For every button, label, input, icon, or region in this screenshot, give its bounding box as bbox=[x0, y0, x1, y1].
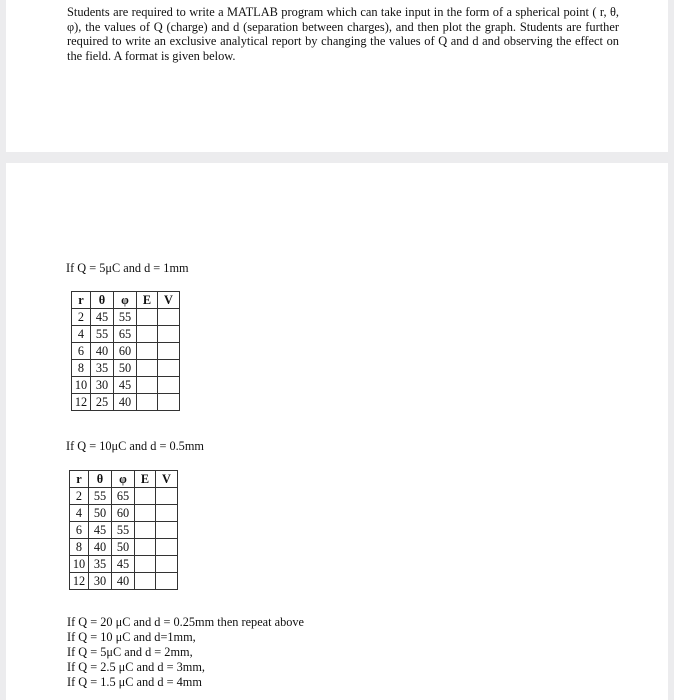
table-cell bbox=[137, 377, 158, 394]
table-cell: 30 bbox=[91, 377, 114, 394]
table-cell: 65 bbox=[112, 488, 135, 505]
table-cell: 40 bbox=[89, 539, 112, 556]
table-cell bbox=[156, 488, 178, 505]
table-cell: 10 bbox=[70, 556, 89, 573]
case1-table bbox=[71, 291, 180, 411]
table-cell: 4 bbox=[70, 505, 89, 522]
table-cell bbox=[158, 326, 180, 343]
table-cell: 8 bbox=[72, 360, 91, 377]
table-row bbox=[70, 505, 178, 522]
table-header-cell: θ bbox=[91, 292, 114, 309]
table-cell: 40 bbox=[112, 573, 135, 590]
table-cell bbox=[135, 556, 156, 573]
table-cell bbox=[158, 309, 180, 326]
table-cell: 60 bbox=[112, 505, 135, 522]
table-row bbox=[72, 309, 180, 326]
table-header-cell: E bbox=[137, 292, 158, 309]
table-cell: 55 bbox=[89, 488, 112, 505]
table-cell: 12 bbox=[70, 573, 89, 590]
table-cell: 35 bbox=[91, 360, 114, 377]
table-cell: 50 bbox=[89, 505, 112, 522]
table-header-row bbox=[70, 471, 178, 488]
table-cell: 6 bbox=[72, 343, 91, 360]
table-cell bbox=[156, 522, 178, 539]
table-header-row bbox=[72, 292, 180, 309]
table-cell: 55 bbox=[114, 309, 137, 326]
table-cell bbox=[137, 360, 158, 377]
table-row bbox=[72, 343, 180, 360]
table-row bbox=[72, 377, 180, 394]
table-header-cell: φ bbox=[112, 471, 135, 488]
note-line: If Q = 1.5 μC and d = 4mm bbox=[67, 675, 202, 689]
table-cell bbox=[158, 343, 180, 360]
table-cell: 45 bbox=[89, 522, 112, 539]
table-cell bbox=[158, 394, 180, 411]
table-cell bbox=[135, 539, 156, 556]
table-header-cell: r bbox=[70, 471, 89, 488]
table-cell bbox=[137, 343, 158, 360]
note-line: If Q = 2.5 μC and d = 3mm, bbox=[67, 660, 205, 674]
table-cell: 40 bbox=[114, 394, 137, 411]
table-cell: 60 bbox=[114, 343, 137, 360]
table-row bbox=[72, 394, 180, 411]
table-row bbox=[70, 488, 178, 505]
table-cell: 50 bbox=[114, 360, 137, 377]
table-cell: 30 bbox=[89, 573, 112, 590]
instructions-card bbox=[6, 0, 668, 152]
table-cell: 55 bbox=[112, 522, 135, 539]
table-cell bbox=[158, 377, 180, 394]
table-cell: 6 bbox=[70, 522, 89, 539]
table-header-cell: r bbox=[72, 292, 91, 309]
table-cell: 40 bbox=[91, 343, 114, 360]
table-cell: 10 bbox=[72, 377, 91, 394]
case2-label: If Q = 10μC and d = 0.5mm bbox=[66, 439, 204, 453]
table-row bbox=[70, 522, 178, 539]
table-cell bbox=[156, 556, 178, 573]
case2-table bbox=[69, 470, 178, 590]
table-cell: 65 bbox=[114, 326, 137, 343]
format-card bbox=[6, 163, 668, 700]
table-header-cell: φ bbox=[114, 292, 137, 309]
table-header-cell: E bbox=[135, 471, 156, 488]
table-row bbox=[72, 326, 180, 343]
table-cell: 4 bbox=[72, 326, 91, 343]
table-cell: 8 bbox=[70, 539, 89, 556]
table-cell bbox=[137, 394, 158, 411]
intro-paragraph: Students are required to write a MATLAB program which can take input in the form of a spherical point ( r, θ, φ), the values of Q (charge) and d (separation between charges), and then plot the graph. Students are further required to write an exclusive analytical report by changing the values of Q and d and observing the effect on the field. A format is given below. bbox=[67, 5, 619, 63]
note-line: If Q = 5μC and d = 2mm, bbox=[67, 645, 193, 659]
table-cell: 50 bbox=[112, 539, 135, 556]
case1-label: If Q = 5μC and d = 1mm bbox=[66, 261, 189, 275]
note-line: If Q = 20 μC and d = 0.25mm then repeat above bbox=[67, 615, 304, 629]
table-cell bbox=[135, 522, 156, 539]
table-row bbox=[70, 556, 178, 573]
table-cell: 45 bbox=[114, 377, 137, 394]
note-line: If Q = 10 μC and d=1mm, bbox=[67, 630, 196, 644]
table-row bbox=[70, 573, 178, 590]
table-cell: 2 bbox=[72, 309, 91, 326]
table-cell: 55 bbox=[91, 326, 114, 343]
table-cell bbox=[156, 539, 178, 556]
table-cell bbox=[156, 573, 178, 590]
table-row bbox=[70, 539, 178, 556]
table-cell: 35 bbox=[89, 556, 112, 573]
table-cell: 45 bbox=[91, 309, 114, 326]
table-cell: 2 bbox=[70, 488, 89, 505]
table-row bbox=[72, 360, 180, 377]
repeat-notes bbox=[67, 615, 304, 690]
table-cell bbox=[137, 326, 158, 343]
table-header-cell: V bbox=[158, 292, 180, 309]
table-cell bbox=[156, 505, 178, 522]
table-cell: 12 bbox=[72, 394, 91, 411]
table-cell: 25 bbox=[91, 394, 114, 411]
table-header-cell: θ bbox=[89, 471, 112, 488]
table-cell bbox=[158, 360, 180, 377]
table-cell bbox=[135, 573, 156, 590]
table-cell bbox=[137, 309, 158, 326]
table-cell bbox=[135, 505, 156, 522]
table-cell bbox=[135, 488, 156, 505]
table-cell: 45 bbox=[112, 556, 135, 573]
table-header-cell: V bbox=[156, 471, 178, 488]
